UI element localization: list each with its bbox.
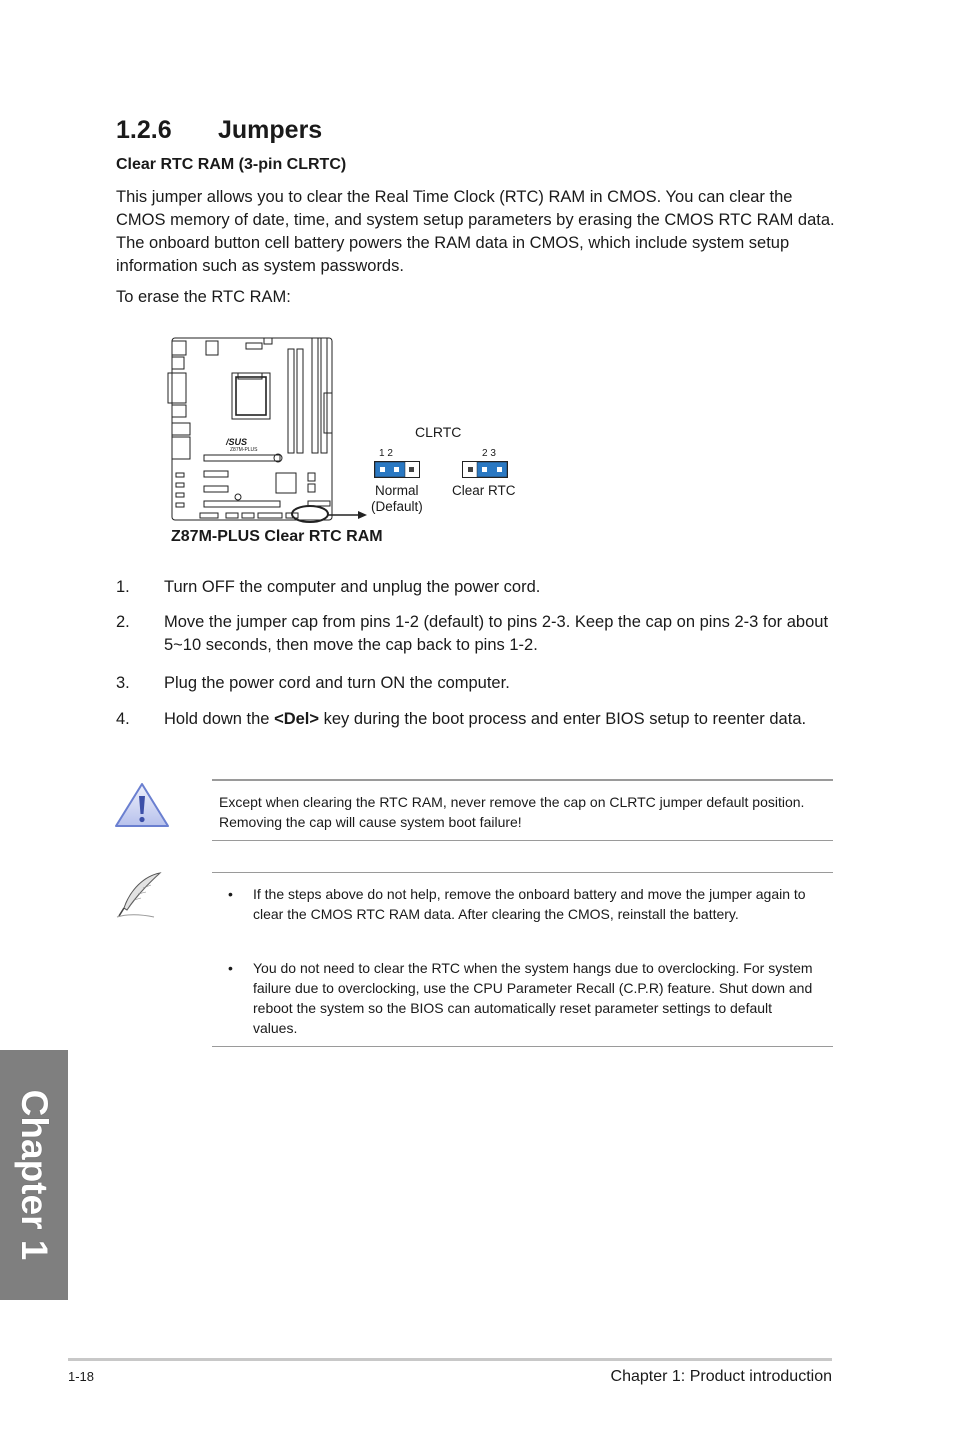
intro-paragraph: This jumper allows you to clear the Real Time Clock (RTC) RAM in CMOS. You can clear the CMOS memory of date, time, and system setup parameters by erasing the CMOS RTC RAM data. The onboard button cell battery powers the RAM data in CMOS, which include system setup information such as system passwords. (116, 188, 835, 275)
note-text: You do not need to clear the RTC when the system hangs due to overclocking. For system failure due to overclocking, use the CPU Parameter Recall (C.P.R) feature. Shut down and reboot the system so the BIOS can automatically reset parameter settings to default values. (253, 960, 813, 1036)
step-number: 2. (116, 613, 130, 631)
step-number: 4. (116, 710, 130, 728)
normal-default-label: (Default) (371, 499, 423, 514)
step-text: Turn OFF the computer and unplug the power cord. (164, 578, 541, 596)
motherboard-figure (160, 333, 540, 528)
chapter-tab-label: Chapter 1 (14, 1089, 55, 1261)
clrtc-label: CLRTC (415, 424, 462, 440)
del-key: <Del> (274, 710, 320, 728)
clear-rtc-label: Clear RTC (452, 483, 516, 498)
step-3 (116, 672, 836, 695)
step-1 (116, 576, 836, 599)
note-box (212, 872, 833, 1047)
step-number: 1. (116, 578, 130, 596)
warning-text: Except when clearing the RTC RAM, never remove the cap on CLRTC jumper default position. Removing the cap will cause system boot failure! (219, 794, 805, 830)
clear-pins-label: 2 3 (482, 448, 496, 459)
step-2 (116, 611, 836, 657)
page-number: 1-18 (68, 1369, 95, 1384)
normal-pins-label: 1 2 (379, 448, 393, 459)
warning-icon (114, 782, 170, 828)
step-text: Move the jumper cap from pins 1-2 (default) to pins 2-3. Keep the cap on pins 2-3 for about 5~10 seconds, then move the cap back to pins 1-2. (164, 613, 829, 654)
step-text-end: key during the boot process and enter BIOS setup to reenter data. (319, 710, 807, 728)
section-number: 1.2.6 (116, 116, 172, 144)
board-brand: /SUS (226, 437, 248, 447)
section-title: Jumpers (218, 116, 323, 144)
section-heading (116, 116, 322, 145)
step-text: Plug the power cord and turn ON the computer. (164, 674, 510, 692)
subsection-heading: Clear RTC RAM (3-pin CLRTC) (116, 156, 347, 173)
figure-caption: Z87M-PLUS Clear RTC RAM (171, 528, 383, 545)
footer-rule (68, 1358, 832, 1361)
step-number: 3. (116, 674, 130, 692)
feather-pen-icon (114, 870, 166, 920)
note-item (212, 958, 822, 1038)
step-text-start: Hold down the (164, 710, 275, 728)
bullet: • (228, 886, 233, 902)
bullet: • (228, 960, 233, 976)
jumper-normal (374, 461, 420, 478)
motherboard-diagram (160, 333, 540, 528)
jumper-clear (462, 461, 508, 478)
normal-label: Normal (375, 483, 419, 498)
warning-box (212, 779, 833, 841)
board-model: Z87M-PLUS (230, 447, 258, 453)
footer-chapter-title: Chapter 1: Product introduction (610, 1368, 832, 1385)
step-text (164, 708, 836, 731)
note-item (212, 884, 822, 944)
step-4 (116, 708, 836, 754)
note-text: If the steps above do not help, remove the onboard battery and move the jumper again to clear the CMOS RTC RAM data. After clearing the CMOS, reinstall the battery. (253, 886, 806, 922)
chapter-tab (0, 1050, 68, 1300)
erase-intro: To erase the RTC RAM: (116, 288, 291, 306)
